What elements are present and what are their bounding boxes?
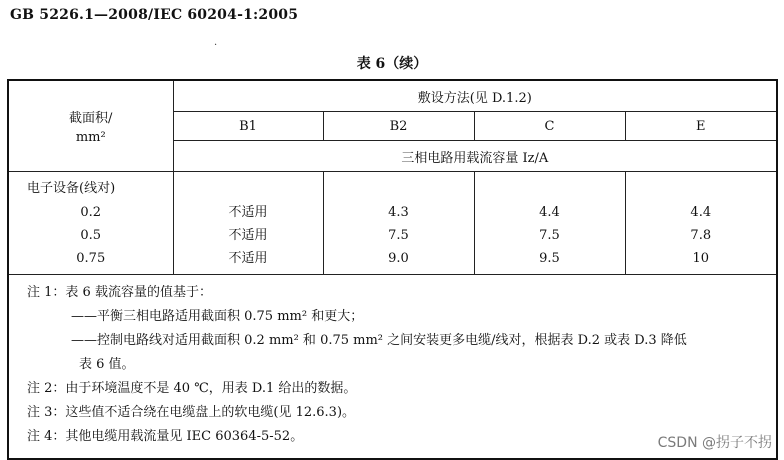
- standard-code: GB 5226.1—2008/IEC 60204-1:2005: [10, 7, 299, 23]
- section-column: [8, 172, 173, 275]
- note-1: 注 1：表 6 载流容量的值基于：: [27, 285, 212, 300]
- cell-value: 7.8: [690, 227, 712, 243]
- cell-value: 4.4: [690, 204, 712, 220]
- section-area-header: [8, 80, 173, 172]
- cell-value: 9.5: [539, 250, 560, 266]
- data-row-block: [8, 172, 777, 275]
- note-1-item-b-continued: 表 6 值。: [79, 357, 135, 372]
- cell-value: 9.0: [388, 250, 409, 266]
- section-value: 0.2: [80, 204, 102, 220]
- method-b2: B2: [323, 112, 474, 141]
- c-column: [474, 172, 625, 275]
- note-3: 注 3：这些值不适合绕在电缆盘上的软电缆(见 12.6.3)。: [27, 405, 356, 420]
- cell-value: 7.5: [388, 227, 409, 243]
- method-c: C: [474, 112, 625, 141]
- method-b1: B1: [173, 112, 323, 141]
- cell-value: 不适用: [228, 227, 268, 243]
- e-column: [625, 172, 777, 275]
- scan-speck: ·: [214, 40, 218, 51]
- note-1-item-b: ——控制电路线对适用截面积 0.2 mm² 和 0.75 mm² 之间安装更多电缆/线对，根据表 D.2 或表 D.3 降低: [71, 333, 687, 348]
- cell-value: 不适用: [228, 250, 268, 266]
- section-value: 0.75: [76, 250, 106, 266]
- note-1-item-a: ——平衡三相电路适用截面积 0.75 mm² 和更大；: [71, 309, 364, 324]
- cell-value: 7.5: [539, 227, 560, 243]
- b1-column: [173, 172, 323, 275]
- cell-value: 10: [692, 250, 710, 266]
- section-area-label: 截面积/: [69, 111, 113, 126]
- watermark: CSDN @拐子不拐: [657, 435, 772, 451]
- cell-value: 不适用: [228, 204, 268, 220]
- header-row-method: [8, 80, 777, 112]
- b2-column: [323, 172, 474, 275]
- cell-value: 4.3: [388, 204, 409, 220]
- cell-value: 4.4: [539, 204, 560, 220]
- method-e: E: [625, 112, 777, 141]
- note-2: 注 2：由于环境温度不是 40 ℃，用表 D.1 给出的数据。: [27, 381, 357, 396]
- category-label: 电子设备(线对): [27, 180, 116, 196]
- section-area-unit: mm²: [75, 130, 106, 145]
- section-value: 0.5: [80, 227, 102, 243]
- capacity-header: 三相电路用载流容量 Iz/A: [173, 141, 777, 172]
- method-header: 敷设方法(见 D.1.2): [173, 80, 777, 112]
- table-container: [7, 79, 776, 453]
- note-4: 注 4：其他电缆用载流量见 IEC 60364-5-52。: [27, 429, 304, 444]
- current-capacity-table: [7, 79, 778, 460]
- table-title: 表 6（续）: [356, 56, 428, 72]
